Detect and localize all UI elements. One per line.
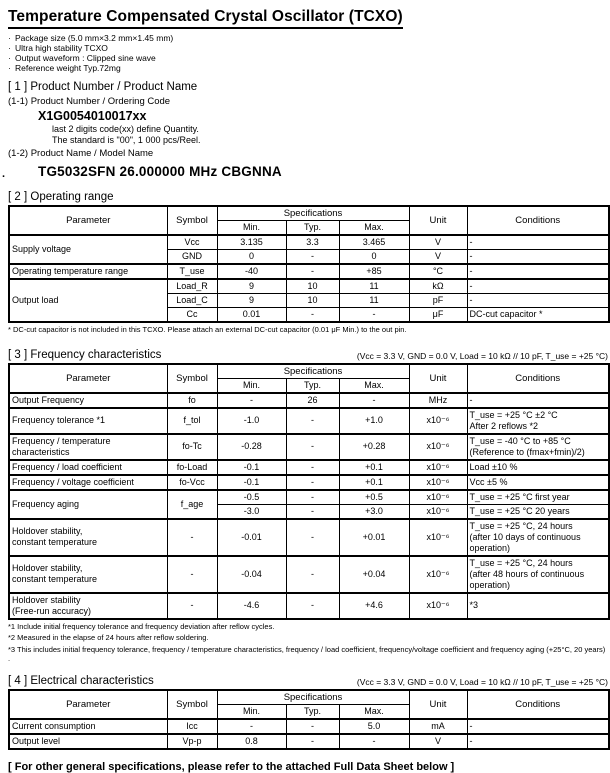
- col-unit: Unit: [409, 206, 467, 235]
- cell-cond: T_use = -40 °C to +85 °C (Reference to (fmax+fmin)/2): [467, 434, 609, 460]
- cell-val: -0.1: [217, 475, 286, 490]
- col-min: Min.: [217, 704, 286, 719]
- cell-val: -: [286, 556, 339, 593]
- ordering-code-label: (1-1) Product Number / Ordering Code: [8, 96, 171, 107]
- cell-sym: -: [167, 556, 217, 593]
- cell-val: -: [286, 593, 339, 619]
- col-parameter: Parameter: [9, 206, 167, 235]
- dc-cut-footnote: * DC-cut capacitor is not included in this TCXO. Please attach an external DC-cut capacitor (0.01 μF Min.) to the out pin.: [8, 325, 407, 334]
- cell-sym: -: [167, 519, 217, 556]
- col-max: Max.: [339, 704, 409, 719]
- feature-item: · Output waveform : Clipped sine wave: [8, 53, 608, 63]
- cell-unit: x10⁻⁶: [409, 490, 467, 505]
- cell-cond: T_use = +25 °C ±2 °C After 2 reflows *2: [467, 408, 609, 434]
- cell-val: -: [286, 519, 339, 556]
- cell-cond: -: [467, 294, 609, 308]
- cell-sym: Icc: [167, 719, 217, 734]
- cell-val: -0.01: [217, 519, 286, 556]
- table-row: [9, 556, 609, 593]
- cell-sym: GND: [167, 250, 217, 265]
- cell-val: -: [286, 475, 339, 490]
- cell-val: -: [286, 490, 339, 505]
- col-conditions: Conditions: [467, 206, 609, 235]
- cell-val: 0.8: [217, 734, 286, 749]
- cell-val: -: [339, 393, 409, 408]
- cell-val: -1.0: [217, 408, 286, 434]
- operating-range-table: [8, 205, 610, 323]
- frequency-characteristics-table: [8, 363, 610, 620]
- col-symbol: Symbol: [167, 690, 217, 719]
- cell-param: Frequency / temperature characteristics: [9, 434, 167, 460]
- electrical-characteristics-table: [8, 689, 610, 750]
- cell-val: -: [286, 250, 339, 265]
- cell-unit: V: [409, 734, 467, 749]
- cell-param: Current consumption: [9, 719, 167, 734]
- footnote-2: *2 Measured in the elapse of 24 hours after reflow soldering.: [8, 633, 209, 642]
- stray-dot: .: [2, 168, 6, 180]
- cell-val: 3.465: [339, 235, 409, 250]
- cell-val: -4.6: [217, 593, 286, 619]
- table-header: [9, 690, 609, 719]
- cell-val: -: [286, 504, 339, 519]
- cell-cond: -: [467, 393, 609, 408]
- col-symbol: Symbol: [167, 206, 217, 235]
- cell-val: 0.01: [217, 308, 286, 323]
- feature-list: [8, 33, 608, 73]
- table-row: [9, 593, 609, 619]
- table-row: [9, 475, 609, 490]
- cell-sym: fo: [167, 393, 217, 408]
- cell-val: -0.04: [217, 556, 286, 593]
- cell-val: +0.5: [339, 490, 409, 505]
- cell-cond: -: [467, 734, 609, 749]
- cell-unit: x10⁻⁶: [409, 593, 467, 619]
- cell-sym: f_tol: [167, 408, 217, 434]
- col-typ: Typ.: [286, 704, 339, 719]
- col-parameter: Parameter: [9, 364, 167, 393]
- cell-val: 3.3: [286, 235, 339, 250]
- cell-param: Holdover stability, constant temperature: [9, 556, 167, 593]
- cell-cond: Load ±10 %: [467, 460, 609, 475]
- cell-val: 9: [217, 294, 286, 308]
- cell-val: -: [339, 734, 409, 749]
- cell-unit: kΩ: [409, 279, 467, 294]
- cell-val: -0.1: [217, 460, 286, 475]
- cell-val: +85: [339, 264, 409, 279]
- cell-val: -: [286, 719, 339, 734]
- section-electrical-characteristics: [8, 675, 608, 750]
- feature-item: · Ultra high stability TCXO: [8, 43, 608, 53]
- cell-sym: fo-Vcc: [167, 475, 217, 490]
- cell-param: Frequency aging: [9, 490, 167, 519]
- cell-sym: Cc: [167, 308, 217, 323]
- cell-unit: V: [409, 235, 467, 250]
- cell-unit: x10⁻⁶: [409, 408, 467, 434]
- table-header: [9, 206, 609, 235]
- cell-sym: Vp-p: [167, 734, 217, 749]
- col-specifications: Specifications: [217, 690, 409, 705]
- table-row: [9, 490, 609, 505]
- cell-val: 0: [217, 250, 286, 265]
- cell-val: -: [286, 308, 339, 323]
- cell-param: Frequency / load coefficient: [9, 460, 167, 475]
- cell-val: +0.1: [339, 475, 409, 490]
- cell-val: +0.1: [339, 460, 409, 475]
- cell-val: -: [286, 460, 339, 475]
- cell-val: 0: [339, 250, 409, 265]
- col-typ: Typ.: [286, 378, 339, 393]
- feature-item: · Reference weight Typ.72mg: [8, 63, 608, 73]
- cell-val: -: [339, 308, 409, 323]
- cell-cond: T_use = +25 °C, 24 hours (after 48 hours of continuous operation): [467, 556, 609, 593]
- model-name-label: (1-2) Product Name / Model Name: [8, 148, 154, 159]
- section3-conditions-note: (Vcc = 3.3 V, GND = 0.0 V, Load = 10 kΩ // 10 pF, T_use = +25 °C): [356, 350, 608, 361]
- cell-val: -: [286, 434, 339, 460]
- cell-val: +1.0: [339, 408, 409, 434]
- section-operating-range: [8, 191, 608, 335]
- table-row: [9, 264, 609, 279]
- cell-val: +0.04: [339, 556, 409, 593]
- cell-val: 5.0: [339, 719, 409, 734]
- cell-val: +0.28: [339, 434, 409, 460]
- table-row: [9, 460, 609, 475]
- cell-param: Supply voltage: [9, 235, 167, 264]
- cell-val: -0.5: [217, 490, 286, 505]
- table-row: [9, 719, 609, 734]
- model-name-row: [2, 163, 608, 181]
- cell-param: Operating temperature range: [9, 264, 167, 279]
- cell-sym: f_age: [167, 490, 217, 519]
- cell-val: 10: [286, 294, 339, 308]
- section4-conditions-note: (Vcc = 3.3 V, GND = 0.0 V, Load = 10 kΩ // 10 pF, T_use = +25 °C): [356, 676, 608, 687]
- cell-val: -: [217, 393, 286, 408]
- cell-cond: -: [467, 250, 609, 265]
- cell-cond: Vcc ±5 %: [467, 475, 609, 490]
- cell-sym: Load_R: [167, 279, 217, 294]
- cell-unit: x10⁻⁶: [409, 519, 467, 556]
- cell-cond: T_use = +25 °C, 24 hours (after 10 days of continuous operation): [467, 519, 609, 556]
- cell-unit: x10⁻⁶: [409, 556, 467, 593]
- col-unit: Unit: [409, 364, 467, 393]
- cell-unit: V: [409, 250, 467, 265]
- cell-val: +4.6: [339, 593, 409, 619]
- table-row: [9, 393, 609, 408]
- cell-param: Holdover stability (Free-run accuracy): [9, 593, 167, 619]
- cell-sym: fo-Load: [167, 460, 217, 475]
- col-min: Min.: [217, 221, 286, 236]
- cell-sym: T_use: [167, 264, 217, 279]
- cell-param: Output level: [9, 734, 167, 749]
- cell-val: -: [286, 734, 339, 749]
- page-title: Temperature Compensated Crystal Oscillator (TCXO): [8, 8, 403, 29]
- col-parameter: Parameter: [9, 690, 167, 719]
- cell-val: -0.28: [217, 434, 286, 460]
- cell-unit: x10⁻⁶: [409, 504, 467, 519]
- cell-param: Frequency / voltage coefficient: [9, 475, 167, 490]
- cell-unit: pF: [409, 294, 467, 308]
- col-typ: Typ.: [286, 221, 339, 236]
- cell-cond: -: [467, 279, 609, 294]
- cell-unit: °C: [409, 264, 467, 279]
- cell-cond: -: [467, 264, 609, 279]
- cell-unit: MHz: [409, 393, 467, 408]
- col-unit: Unit: [409, 690, 467, 719]
- cell-param: Output Frequency: [9, 393, 167, 408]
- ordering-code: X1G0054010017xx: [38, 109, 147, 123]
- col-max: Max.: [339, 221, 409, 236]
- cell-val: 26: [286, 393, 339, 408]
- table-row: [9, 434, 609, 460]
- section-product: [2, 81, 608, 181]
- cell-val: 11: [339, 279, 409, 294]
- cell-unit: μF: [409, 308, 467, 323]
- col-conditions: Conditions: [467, 690, 609, 719]
- footnote-3: *3 This includes initial frequency tolerance, frequency / temperature characteristics, frequency / load coefficient, frequency/voltage coefficient and frequency aging (+25°C, 20 years) .: [8, 644, 606, 663]
- cell-val: -: [217, 719, 286, 734]
- cell-cond: T_use = +25 °C first year: [467, 490, 609, 505]
- footer-note: [ For other general specifications, please refer to the attached Full Data Sheet below ]: [8, 760, 455, 773]
- cell-cond: -: [467, 719, 609, 734]
- col-conditions: Conditions: [467, 364, 609, 393]
- table-row: [9, 235, 609, 250]
- code-note: The standard is "00", 1 000 pcs/Reel.: [52, 135, 201, 145]
- cell-sym: Load_C: [167, 294, 217, 308]
- cell-sym: fo-Tc: [167, 434, 217, 460]
- table-row: [9, 519, 609, 556]
- cell-val: -: [286, 264, 339, 279]
- cell-unit: x10⁻⁶: [409, 434, 467, 460]
- col-max: Max.: [339, 378, 409, 393]
- table-row: [9, 734, 609, 749]
- cell-cond: T_use = +25 °C 20 years: [467, 504, 609, 519]
- cell-unit: x10⁻⁶: [409, 460, 467, 475]
- cell-val: 10: [286, 279, 339, 294]
- cell-val: 3.135: [217, 235, 286, 250]
- section-frequency-characteristics: [8, 349, 608, 664]
- cell-param: Output load: [9, 279, 167, 322]
- section3-heading: [ 3 ] Frequency characteristics: [8, 348, 162, 361]
- col-specifications: Specifications: [217, 206, 409, 221]
- cell-cond: DC-cut capacitor *: [467, 308, 609, 323]
- cell-val: -: [286, 408, 339, 434]
- cell-sym: Vcc: [167, 235, 217, 250]
- cell-cond: *3: [467, 593, 609, 619]
- cell-val: -3.0: [217, 504, 286, 519]
- section1-heading: [ 1 ] Product Number / Product Name: [8, 81, 198, 93]
- section2-heading: [ 2 ] Operating range: [8, 191, 114, 203]
- col-min: Min.: [217, 378, 286, 393]
- cell-val: +0.01: [339, 519, 409, 556]
- cell-cond: -: [467, 235, 609, 250]
- footnote-1: *1 Include initial frequency tolerance and frequency deviation after reflow cycles.: [8, 621, 275, 631]
- table-header: [9, 364, 609, 393]
- feature-item: · Package size (5.0 mm×3.2 mm×1.45 mm): [8, 33, 608, 43]
- cell-unit: mA: [409, 719, 467, 734]
- model-name: TG5032SFN 26.000000 MHz CBGNNA: [38, 164, 282, 179]
- section4-heading: [ 4 ] Electrical characteristics: [8, 674, 154, 687]
- table-row: [9, 408, 609, 434]
- cell-param: Holdover stability, constant temperature: [9, 519, 167, 556]
- cell-sym: -: [167, 593, 217, 619]
- cell-val: -40: [217, 264, 286, 279]
- col-specifications: Specifications: [217, 364, 409, 379]
- cell-val: 9: [217, 279, 286, 294]
- code-note: last 2 digits code(xx) define Quantity.: [52, 124, 199, 134]
- cell-val: +3.0: [339, 504, 409, 519]
- cell-param: Frequency tolerance *1: [9, 408, 167, 434]
- cell-val: 11: [339, 294, 409, 308]
- table-row: [9, 279, 609, 294]
- col-symbol: Symbol: [167, 364, 217, 393]
- cell-unit: x10⁻⁶: [409, 475, 467, 490]
